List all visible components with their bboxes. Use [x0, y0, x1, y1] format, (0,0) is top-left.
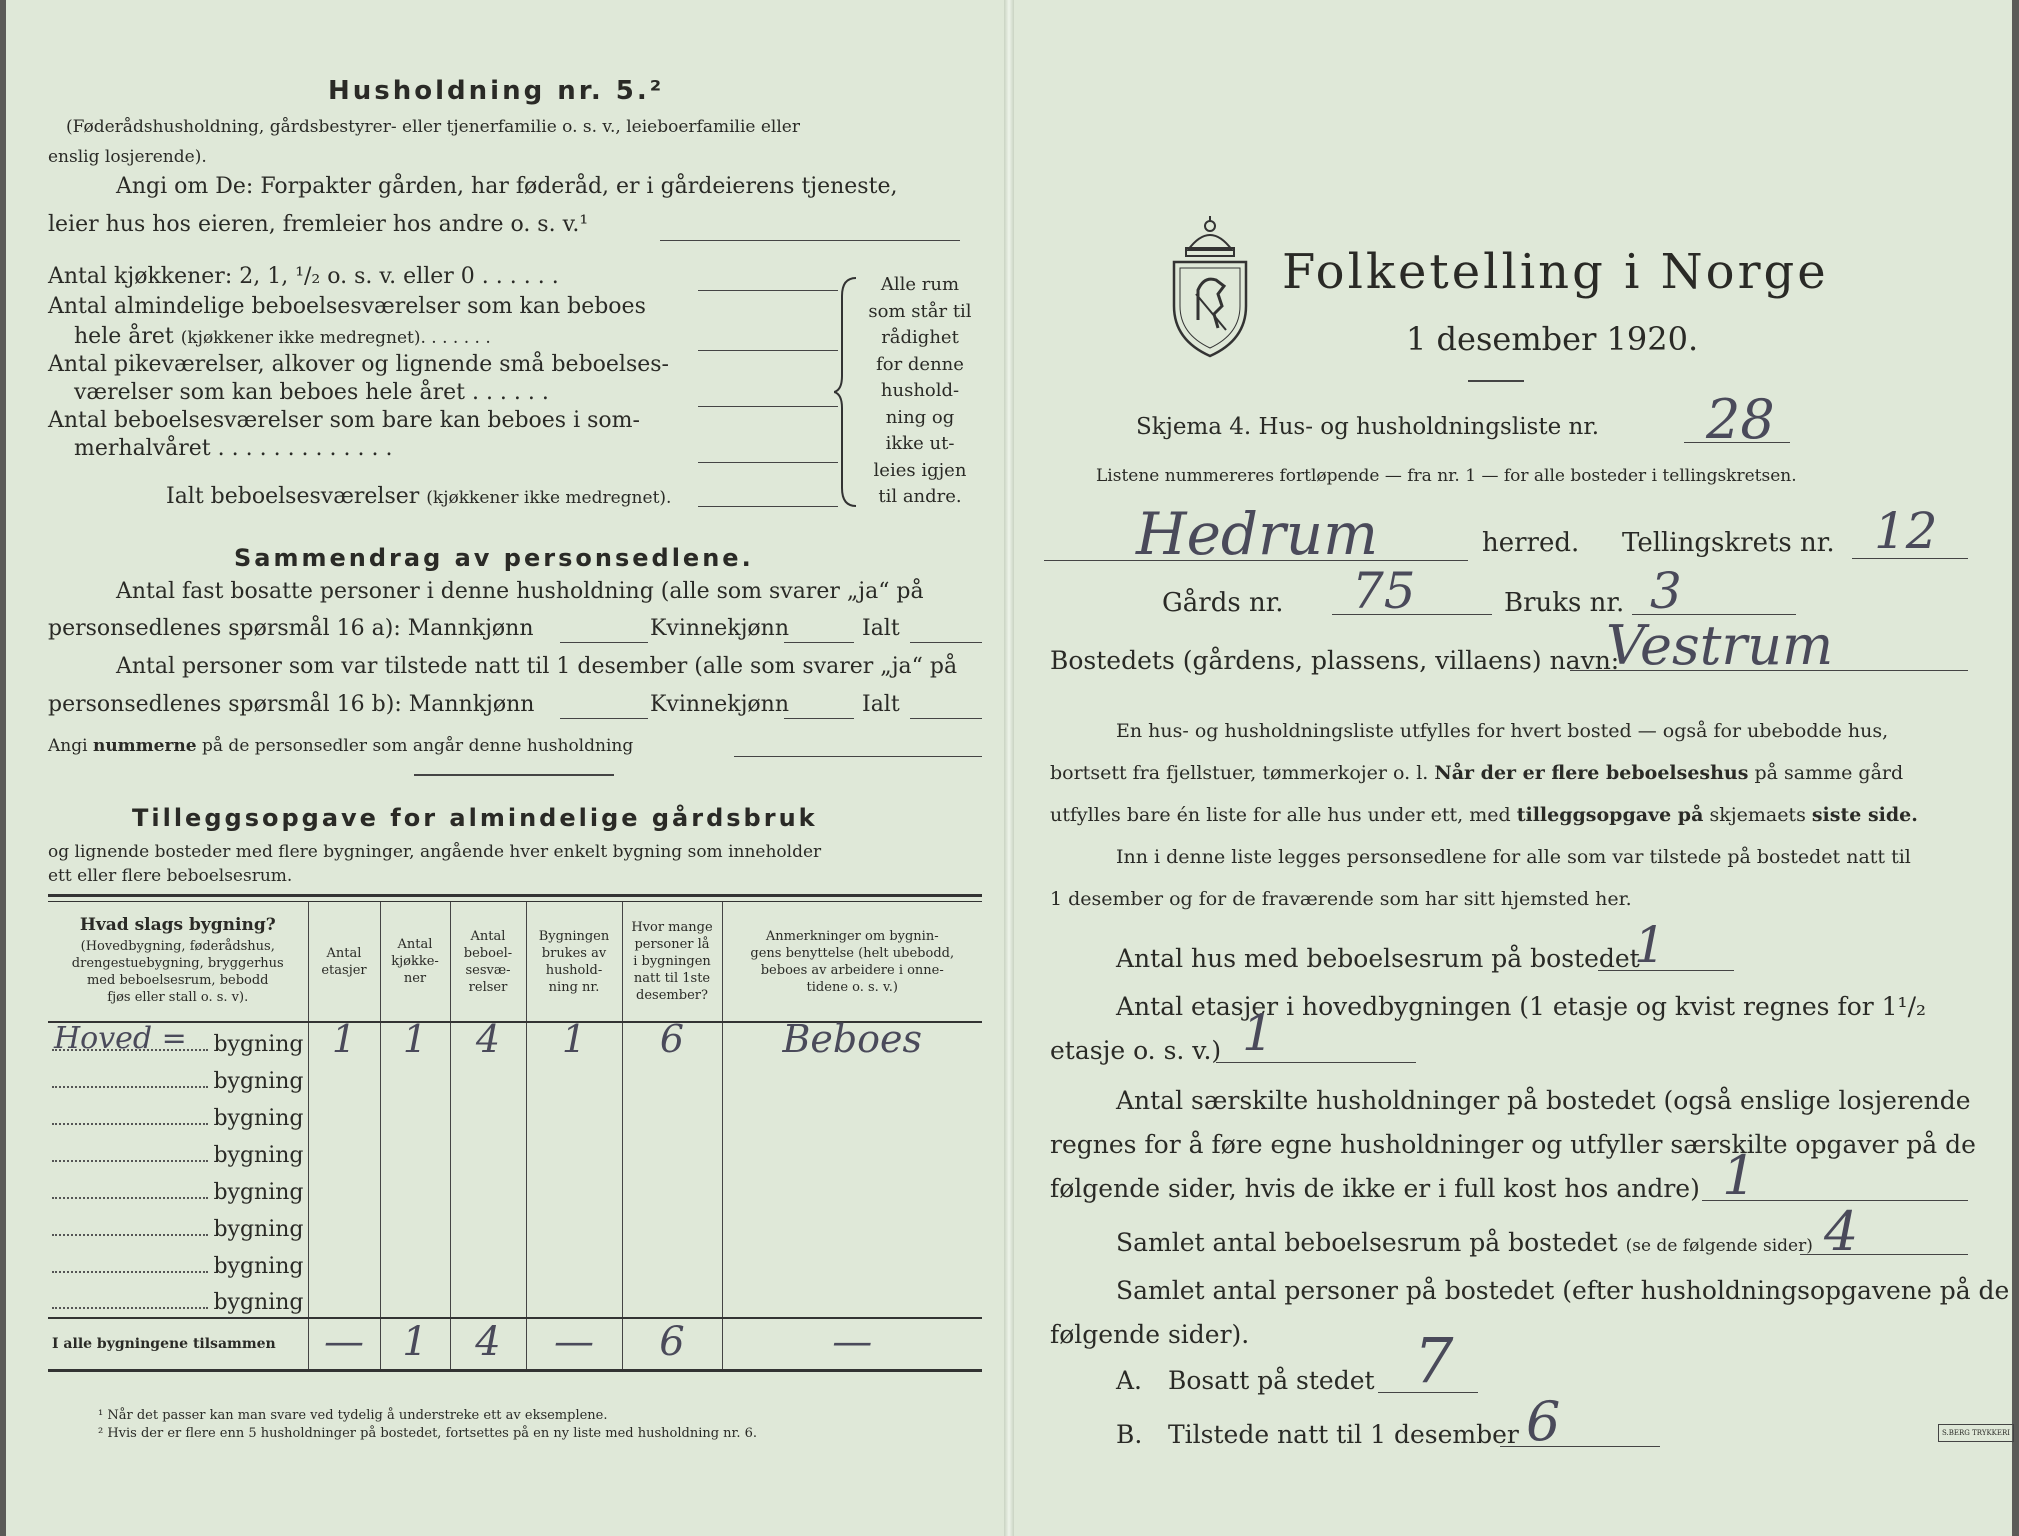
building-kind-dots — [52, 1086, 208, 1088]
pike-line-1: Antal pikeværelser, alkover og lignende små beboelses- — [48, 352, 669, 377]
building-value-cell[interactable] — [526, 1017, 622, 1061]
col-head-line: Antal — [326, 945, 362, 961]
sarskilte-line-1: Antal særskilte husholdninger på bostedet (også enslige losjerende — [1116, 1086, 1971, 1115]
brace-note-line: for denne — [876, 353, 964, 375]
col-head-anmerkninger — [722, 902, 982, 1022]
sammendrag-line-2a: Antal personer som var tilstede natt til 1 desember (alle som svarer „ja“ på — [116, 654, 958, 679]
mann-1-line — [560, 642, 648, 643]
building-value-cell[interactable] — [622, 1244, 722, 1281]
etasjer-line-1: Antal etasjer i hovedbygningen (1 etasje og kvist regnes for 1¹/₂ — [1116, 992, 1927, 1021]
table-row — [48, 1244, 982, 1281]
etasjer-line-2: etasje o. s. v.) — [1050, 1036, 1222, 1065]
brace-note — [864, 272, 976, 511]
brace-note-line: ning og — [885, 406, 955, 428]
col-head-kind-sub-line: (Hovedbygning, føderådshus, — [80, 939, 275, 954]
angi-answer-line — [660, 240, 960, 241]
building-value-cell[interactable] — [308, 1281, 380, 1318]
kvinne-1-label: Kvinnekjønn — [650, 616, 789, 641]
building-value-cell[interactable] — [308, 1133, 380, 1170]
sommer-line-1: Antal beboelsesværelser som bare kan beboes i som- — [48, 408, 640, 433]
total-value: 6 — [659, 1319, 685, 1365]
samlet-pers-line-1: Samlet antal personer på bostedet (efter husholdningsopgavene på de — [1116, 1276, 2010, 1305]
building-table — [48, 902, 982, 1372]
sammendrag-title: Sammendrag av personsedlene. — [234, 544, 754, 572]
instruction-2: bortsett fra fjellstuer, tømmerkojer o. l. Når der er flere beboelseshus på samme gård — [1050, 762, 1904, 784]
sarskilte-line-2: regnes for å føre egne husholdninger og utfyller særskilte opgaver på de — [1050, 1130, 1976, 1159]
bosatt-value: 7 — [1414, 1324, 1454, 1397]
printer-stamp: S.BERG TRYKKERI — [1938, 1424, 2014, 1442]
brace-note-line: leies igjen — [873, 459, 967, 481]
building-value-cell[interactable] — [526, 1133, 622, 1170]
table-row — [48, 1133, 982, 1170]
angi-line-1: Angi om De: Forpakter gården, har føderåd, er i gårdeierens tjeneste, — [116, 174, 898, 199]
kjokkener-answer-line — [698, 290, 838, 291]
building-value-cell[interactable] — [308, 1170, 380, 1207]
building-word: bygning — [213, 1143, 304, 1168]
gards-value: 75 — [1352, 562, 1416, 620]
tilstede-value: 6 — [1526, 1390, 1561, 1453]
building-value-cell[interactable] — [380, 1170, 450, 1207]
brace-note-line: hushold- — [880, 380, 960, 401]
pike-line-2: værelser som kan beboes hele året . . . . . . — [74, 380, 549, 405]
building-kind-cell[interactable] — [48, 1096, 308, 1133]
col-head-line: ner — [403, 971, 427, 986]
building-word: bygning — [213, 1290, 304, 1315]
building-value-cell[interactable] — [622, 1096, 722, 1133]
right-page — [1016, 14, 2011, 1522]
hus-value: 1 — [1634, 916, 1666, 974]
section-divider — [414, 774, 614, 776]
bosted-label: Bostedets (gårdens, plassens, villaens) navn: — [1050, 646, 1620, 675]
ialt-1-label: Ialt — [862, 616, 900, 641]
kvinne-2-label: Kvinnekjønn — [650, 692, 789, 717]
ialt-answer-line — [698, 506, 838, 507]
col-head-line: beboes av arbeidere i onne- — [760, 962, 944, 978]
listene-note: Listene nummereres fortløpende — fra nr. 1 — for alle bosteder i tellingskretsen. — [1096, 466, 1797, 486]
building-kind-cell[interactable] — [48, 1281, 308, 1318]
table-row — [48, 1207, 982, 1244]
ialt-2-label: Ialt — [862, 692, 900, 717]
table-row — [48, 1281, 982, 1318]
building-kind-dots — [52, 1307, 208, 1309]
total-cell[interactable] — [450, 1318, 526, 1370]
col-head-line: tidene o. s. v.) — [806, 979, 898, 995]
angi-nummer: Angi nummerne på de personsedler som angår denne husholdning — [48, 736, 634, 756]
col-head-kind-sub — [50, 938, 306, 1006]
building-table-wrap — [48, 894, 982, 1372]
building-value-cell[interactable] — [622, 1059, 722, 1096]
total-row — [48, 1318, 982, 1370]
building-value-cell[interactable] — [450, 1017, 526, 1061]
tillegg-line-2: ett eller flere beboelsesrum. — [48, 866, 293, 886]
table-top-rule — [48, 894, 982, 902]
building-value-cell[interactable] — [722, 1017, 982, 1061]
norway-coat-of-arms-icon — [1168, 210, 1252, 360]
building-kind-cell[interactable] — [48, 1059, 308, 1096]
col-head-line: kjøkke- — [391, 954, 439, 969]
building-value-cell[interactable] — [380, 1207, 450, 1244]
hus-label: Antal hus med beboelsesrum på bostedet — [1116, 944, 1640, 973]
col-head-beboelsesvaerelser — [450, 902, 526, 1022]
building-value-cell[interactable] — [450, 1207, 526, 1244]
sommer-line-2: merhalvåret . . . . . . . . . . . . . — [74, 436, 393, 461]
building-table-body — [48, 1017, 982, 1370]
instruction-3: utfylles bare én liste for alle hus under ett, med tilleggsopgave på skjemaets siste side. — [1050, 804, 1918, 826]
col-head-kind-sub-line: fjøs eller stall o. s. v). — [107, 990, 249, 1005]
instruction-1: En hus- og husholdningsliste utfylles for hvert bosted — også for ubebodde hus, — [1116, 720, 1889, 742]
col-head-line: desember? — [636, 988, 708, 1003]
total-value: — — [554, 1319, 594, 1365]
ialt-1-line — [910, 642, 982, 643]
angi-line-2: leier hus hos eieren, fremleier hos andre o. s. v.¹ — [48, 212, 589, 237]
building-value-cell[interactable] — [722, 1059, 982, 1096]
building-value-cell[interactable] — [380, 1244, 450, 1281]
col-head-line: Anmerkninger om bygnin- — [765, 928, 939, 944]
col-head-line: natt til 1ste — [633, 971, 711, 986]
total-value: — — [324, 1319, 364, 1365]
tellingskrets-value: 12 — [1874, 502, 1938, 560]
ialt-2-line — [910, 718, 982, 719]
tellingskrets-label: Tellingskrets nr. — [1622, 528, 1835, 558]
samlet-pers-line-2: følgende sider). — [1050, 1320, 1250, 1349]
herred-value: Hedrum — [1136, 500, 1379, 568]
building-value-cell[interactable] — [450, 1170, 526, 1207]
building-word: bygning — [213, 1217, 304, 1242]
tillegg-title: Tilleggsopgave for almindelige gårdsbruk — [132, 804, 818, 832]
building-value: 6 — [659, 1017, 685, 1061]
footnote-1: ¹ Når det passer kan man svare ved tydelig å understreke ett av eksemplene. — [98, 1408, 608, 1423]
building-word: bygning — [213, 1180, 304, 1205]
building-kind-cell[interactable] — [48, 1133, 308, 1170]
table-row — [48, 1022, 982, 1059]
building-value-cell[interactable] — [308, 1096, 380, 1133]
col-head-kind-sub-line: drengestuebygning, bryggerhus — [71, 956, 284, 971]
col-head-line: etasjer — [321, 962, 367, 978]
total-value: 4 — [475, 1319, 501, 1365]
building-kind-dots — [52, 1197, 208, 1199]
tillegg-line-1: og lignende bosteder med flere bygninger, angående hver enkelt bygning som inneholder — [48, 842, 822, 862]
angi-nummer-line — [734, 756, 982, 757]
samlet-rum-label: Samlet antal beboelsesrum på bostedet (se de følgende sider) — [1116, 1228, 1813, 1257]
total-cell[interactable] — [380, 1318, 450, 1370]
brace-note-line: som står til — [868, 300, 972, 322]
bosatt-label: Bosatt på stedet — [1168, 1366, 1375, 1395]
col-head-personer — [622, 902, 722, 1022]
sammendrag-line-1a: Antal fast bosatte personer i denne husholdning (alle som svarer „ja“ på — [116, 579, 924, 604]
tilstede-line — [1500, 1446, 1660, 1447]
kjokkener-label: Antal kjøkkener: 2, 1, ¹/₂ o. s. v. eller 0 . . . . . . — [48, 264, 559, 289]
col-head-line: hushold- — [545, 962, 603, 978]
building-value-cell[interactable] — [308, 1059, 380, 1096]
brace-note-line: til andre. — [878, 486, 962, 507]
building-value-cell[interactable] — [450, 1096, 526, 1133]
col-head-line: personer lå — [634, 937, 710, 952]
table-row — [48, 1170, 982, 1207]
left-page — [28, 14, 1008, 1522]
total-cell[interactable] — [526, 1318, 622, 1370]
col-head-kind-title: Hvad slags bygning? — [79, 915, 276, 935]
footnote-2: ² Hvis der er flere enn 5 husholdninger på bostedet, fortsettes på en ny liste med husholdning nr. 6. — [98, 1426, 758, 1441]
building-value-cell[interactable] — [622, 1170, 722, 1207]
building-value-cell[interactable] — [526, 1059, 622, 1096]
col-head-line: Hvor mange — [631, 920, 713, 935]
col-head-kind — [48, 902, 308, 1022]
building-word: bygning — [213, 1032, 304, 1057]
etasjer-line — [1216, 1062, 1416, 1063]
building-value-cell[interactable] — [450, 1281, 526, 1318]
building-value-cell[interactable] — [722, 1133, 982, 1170]
sammendrag-line-2b: personsedlenes spørsmål 16 b): Mannkjønn — [48, 692, 535, 717]
total-cell[interactable] — [308, 1318, 380, 1370]
skjema-label: Skjema 4. Hus- og husholdningsliste nr. — [1136, 414, 1600, 440]
col-head-line: ning nr. — [548, 979, 600, 995]
building-value: 1 — [331, 1017, 357, 1061]
instruction-4: Inn i denne liste legges personsedlene for alle som var tilstede på bostedet natt til — [1116, 846, 1911, 868]
census-date: 1 desember 1920. — [1406, 320, 1699, 358]
pike-answer-line — [698, 406, 838, 407]
building-value-cell[interactable] — [526, 1170, 622, 1207]
col-head-line: relser — [468, 979, 508, 995]
title-divider — [1468, 380, 1524, 382]
building-value-cell[interactable] — [722, 1096, 982, 1133]
building-value-cell[interactable] — [380, 1281, 450, 1318]
census-title: Folketelling i Norge — [1282, 244, 1829, 300]
building-value-cell[interactable] — [308, 1017, 380, 1061]
alm-line-2: hele året (kjøkkener ikke medregnet). . . . . . . — [74, 324, 491, 349]
building-value-cell[interactable] — [526, 1096, 622, 1133]
samlet-rum-value: 4 — [1824, 1200, 1859, 1263]
sarskilte-value: 1 — [1722, 1144, 1757, 1207]
building-value-cell[interactable] — [622, 1281, 722, 1318]
building-value-cell[interactable] — [722, 1170, 982, 1207]
household-title: Husholdning nr. 5.² — [328, 76, 665, 106]
total-cell[interactable] — [722, 1318, 982, 1370]
bosted-value: Vestrum — [1606, 614, 1834, 677]
building-kind-dots — [52, 1160, 208, 1162]
herred-label: herred. — [1482, 528, 1580, 558]
building-word: bygning — [213, 1069, 304, 1094]
tilstede-label: Tilstede natt til 1 desember — [1168, 1420, 1519, 1449]
building-value-cell[interactable] — [722, 1207, 982, 1244]
building-value-cell[interactable] — [526, 1244, 622, 1281]
col-head-kind-sub-line: med beboelsesrum, bebodd — [86, 973, 269, 988]
brace-icon — [834, 276, 864, 508]
building-value-cell[interactable] — [308, 1244, 380, 1281]
building-value: Beboes — [782, 1017, 923, 1061]
building-value: 4 — [475, 1017, 501, 1061]
col-head-husholdning-nr — [526, 902, 622, 1022]
kvinne-1-line — [784, 642, 854, 643]
mann-2-line — [560, 718, 648, 719]
col-head-line: Antal — [397, 937, 433, 952]
building-word: bygning — [213, 1254, 304, 1279]
col-head-line: beboel- — [463, 945, 513, 961]
sommer-answer-line — [698, 462, 838, 463]
col-head-line: sesvæ- — [465, 962, 511, 978]
building-value-cell[interactable] — [722, 1281, 982, 1318]
alm-line-1: Antal almindelige beboelsesværelser som kan beboes — [48, 294, 646, 319]
building-value-cell[interactable] — [380, 1133, 450, 1170]
brace-note-line: Alle rum — [880, 274, 960, 295]
building-value-cell[interactable] — [308, 1207, 380, 1244]
total-value: 1 — [402, 1319, 428, 1365]
col-head-kjokkener — [380, 902, 450, 1022]
kvinne-2-line — [784, 718, 854, 719]
census-sheet — [6, 0, 2012, 1536]
col-head-line: Antal — [470, 928, 506, 944]
building-value-cell[interactable] — [450, 1059, 526, 1096]
building-kind-cell[interactable] — [48, 1022, 308, 1059]
total-cell[interactable] — [622, 1318, 722, 1370]
brace-note-line: ikke ut- — [885, 433, 955, 454]
table-row — [48, 1096, 982, 1133]
instruction-5: 1 desember og for de fraværende som har sitt hjemsted her. — [1050, 888, 1632, 910]
building-value-cell[interactable] — [380, 1059, 450, 1096]
building-kind-dots — [52, 1234, 208, 1236]
bosatt-letter: A. — [1116, 1366, 1143, 1395]
ialt-label: Ialt beboelsesværelser (kjøkkener ikke medregnet). — [166, 484, 672, 509]
building-value: 1 — [561, 1017, 587, 1061]
building-kind-cell[interactable] — [48, 1244, 308, 1281]
bruks-value: 3 — [1650, 562, 1682, 620]
hus-line — [1598, 970, 1734, 971]
tilstede-letter: B. — [1116, 1420, 1143, 1449]
sarskilte-line-3: følgende sider, hvis de ikke er i full kost hos andre) — [1050, 1174, 1700, 1203]
building-value-cell[interactable] — [622, 1133, 722, 1170]
col-head-etasjer — [308, 902, 380, 1022]
col-head-line: brukes av — [541, 945, 607, 961]
building-kind-cell[interactable] — [48, 1207, 308, 1244]
etasjer-value: 1 — [1242, 1004, 1274, 1062]
table-row — [48, 1059, 982, 1096]
building-value-cell[interactable] — [622, 1017, 722, 1061]
building-kind-cell[interactable] — [48, 1170, 308, 1207]
col-head-line: i bygningen — [633, 954, 711, 969]
total-label: I alle bygningene tilsammen — [48, 1318, 308, 1370]
alm-answer-line — [698, 350, 838, 351]
col-head-line: gens benyttelse (helt ubebodd, — [750, 945, 955, 961]
intro-line-1: (Føderådshusholdning, gårdsbestyrer- eller tjenerfamilie o. s. v., leieboerfamilie eller — [66, 117, 800, 137]
col-head-line: Bygningen — [538, 928, 610, 944]
sammendrag-line-1b: personsedlenes spørsmål 16 a): Mannkjønn — [48, 616, 534, 641]
building-value: 1 — [402, 1017, 428, 1061]
building-value-cell[interactable] — [622, 1207, 722, 1244]
building-word: bygning — [213, 1106, 304, 1131]
intro-line-2: enslig losjerende). — [48, 147, 207, 167]
building-kind-value: Hoved = — [54, 1021, 187, 1056]
building-value-cell[interactable] — [380, 1017, 450, 1061]
building-value-cell[interactable] — [526, 1207, 622, 1244]
building-value-cell[interactable] — [450, 1244, 526, 1281]
building-value-cell[interactable] — [526, 1281, 622, 1318]
building-kind-dots — [52, 1123, 208, 1125]
building-kind-dots — [52, 1271, 208, 1273]
building-value-cell[interactable] — [450, 1133, 526, 1170]
skjema-nr-value: 28 — [1706, 388, 1775, 451]
gards-label: Gårds nr. — [1162, 588, 1284, 618]
bruks-label: Bruks nr. — [1504, 588, 1625, 618]
brace-note-line: rådighet — [881, 327, 959, 348]
building-value-cell[interactable] — [722, 1244, 982, 1281]
building-value-cell[interactable] — [380, 1096, 450, 1133]
total-value: — — [832, 1319, 873, 1365]
